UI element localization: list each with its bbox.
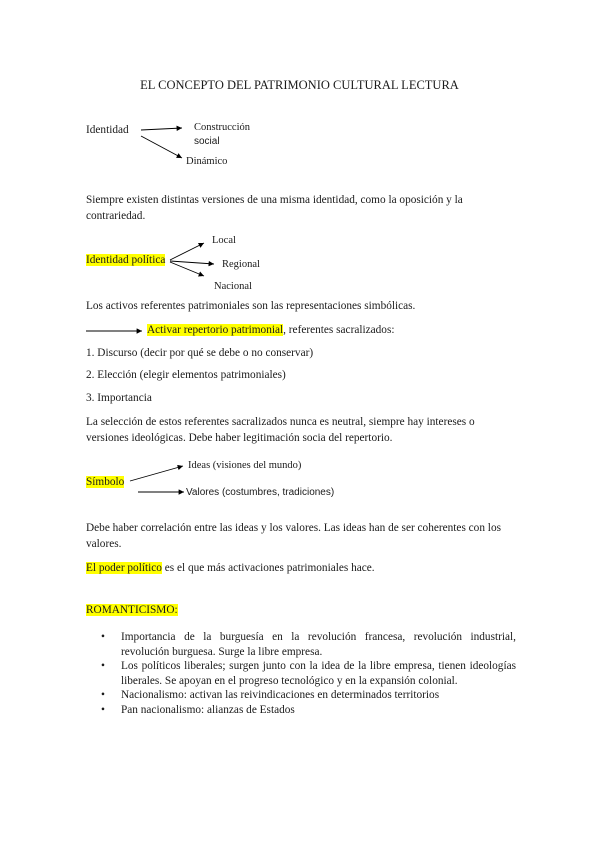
highlight-activar: Activar repertorio patrimonial [147,324,284,336]
diagram3-source [86,476,124,489]
bullet-list [100,630,516,717]
diagram1-target-construccion: Construcción [194,122,250,133]
highlight-simbolo: Símbolo [86,476,125,488]
bullet-icon: • [101,703,105,716]
poder-line [86,562,375,575]
bullet-icon: • [101,660,105,672]
diagram3-target-valores: Valores (costumbres, tradiciones) [186,487,335,498]
bullet-icon: • [101,631,105,643]
list-item-eleccion: 2. Elección (elegir elementos patrimoniales) [86,369,286,381]
activar-rest: , referentes sacralizados: [283,324,395,336]
list-item-importancia: 3. Importancia [86,392,152,404]
activar-line [147,324,394,337]
diagram1-source: Identidad [86,124,129,136]
arrow-politica-regional [170,261,214,264]
paragraph-versiones: Siempre existen distintas versiones de una misma identidad, como la oposición y la contrariedad. [86,194,463,222]
bullet-item-liberales: • Los políticos liberales; surgen junto con la idea de la libre empresa, tienen ideologías liberales. Se apoyan en el progreso tecnológico y en la expansión colonial. [101,660,516,687]
paragraph-activos: Los activos referentes patrimoniales son las representaciones simbólicas. [86,300,416,312]
arrow-identidad-dinamico [141,136,182,158]
arrow-simbolo-ideas [130,466,183,481]
diagram2-target-regional: Regional [222,259,260,270]
arrow-politica-nacional [170,262,204,276]
diagram2-source [86,254,165,267]
paragraph-seleccion: La selección de estos referentes sacralizados nunca es neutral, siempre hay intereses o versiones ideológicas. Debe haber legitimación socia del repertorio. [86,416,475,444]
bullet-item-pan-nacionalismo: • Pan nacionalismo: alianzas de Estados [101,703,295,716]
highlight-identidad-politica: Identidad política [86,254,166,266]
poder-rest: es el que más activaciones patrimoniales hace. [161,562,375,574]
page-title: EL CONCEPTO DEL PATRIMONIO CULTURAL LECTURA [140,78,459,92]
bullet-item-burguesia: • Importancia de la burguesía en la revolución francesa, revolución industrial, revolución burguesa. Surge la libre empresa. [101,631,516,658]
section-heading-romanticismo [86,604,178,617]
diagram3-target-ideas: Ideas (visiones del mundo) [188,460,302,471]
paragraph-correlacion: Debe haber correlación entre las ideas y los valores. Las ideas han de ser coherentes con los valores. [86,522,501,550]
diagram2-target-local: Local [212,235,236,246]
arrow-politica-local [170,243,204,260]
bullet-item-nacionalismo: • Nacionalismo: activan las reivindicaciones en determinados territorios [101,689,440,701]
list-item-discurso: 1. Discurso (decir por qué se debe o no conservar) [86,347,314,359]
diagram1-target-social: social [194,136,220,147]
diagram1-target-dinamico: Dinámico [186,156,228,167]
arrow-identidad-construccion [141,128,182,130]
highlight-romanticismo: ROMANTICISMO: [86,604,178,616]
bullet-icon: • [101,689,105,701]
highlight-poder-politico: El poder político [86,562,162,574]
diagram2-target-nacional: Nacional [214,281,252,292]
